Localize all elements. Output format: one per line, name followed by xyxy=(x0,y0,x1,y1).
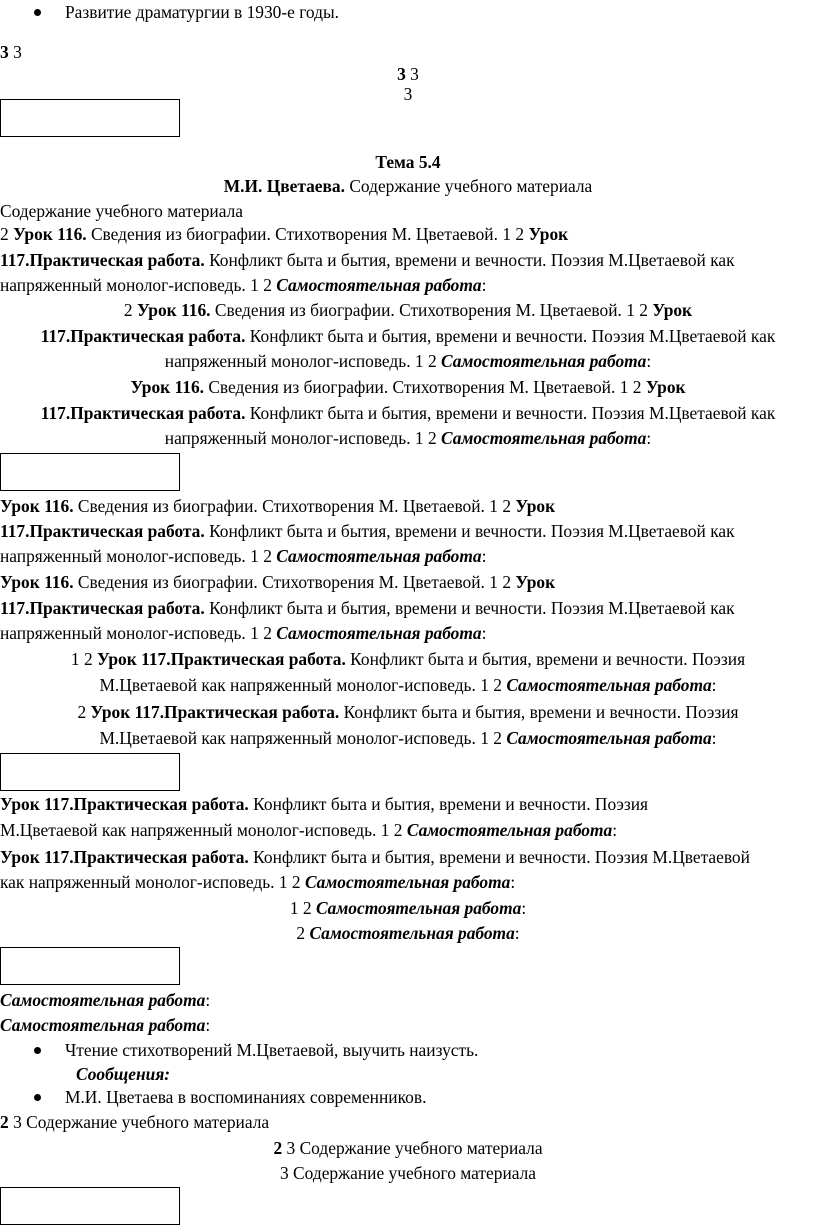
lesson-line: М.Цветаевой как напряженный монолог-исповедь. 1 2 Самостоятельная работа: xyxy=(99,728,717,748)
content-line: 3 Содержание учебного материала xyxy=(279,1163,537,1183)
lesson-line: 117.Практическая работа. Конфликт быта и бытия, времени и вечности. Поэзия М.Цветаевой как xyxy=(0,250,735,270)
bullet-item-reading: Чтение стихотворений М.Цветаевой, выучить наизусть. xyxy=(34,1038,478,1063)
content-line: 2 3 Содержание учебного материала xyxy=(0,1112,270,1132)
lesson-line: Урок 116. Сведения из биографии. Стихотворения М. Цветаевой. 1 2 Урок xyxy=(0,572,556,592)
lesson-line: 2 Урок 116. Сведения из биографии. Стихотворения М. Цветаевой. 1 2 Урок xyxy=(123,300,693,320)
bullet-item-memoirs: М.И. Цветаева в воспоминаниях современников. xyxy=(34,1085,426,1110)
author-line: М.И. Цветаева. Содержание учебного материала xyxy=(223,176,593,196)
glyph-row-2: 3 3 xyxy=(397,64,419,84)
lesson-line: М.Цветаевой как напряженный монолог-исповедь. 1 2 Самостоятельная работа: xyxy=(99,675,717,695)
lesson-line: напряженный монолог-исповедь. 1 2 Самостоятельная работа: xyxy=(0,546,487,566)
content-heading: Содержание учебного материала xyxy=(0,201,243,221)
self-work-line: Самостоятельная работа: xyxy=(0,990,211,1010)
lesson-line: 1 2 Урок 117.Практическая работа. Конфликт быта и бытия, времени и вечности. Поэзия xyxy=(70,649,746,669)
empty-box xyxy=(0,753,180,791)
lesson-line: Урок 117.Практическая работа. Конфликт быта и бытия, времени и вечности. Поэзия М.Цветаевой xyxy=(0,847,750,867)
empty-box xyxy=(0,947,180,985)
lesson-line: Урок 116. Сведения из биографии. Стихотворения М. Цветаевой. 1 2 Урок xyxy=(0,496,556,516)
empty-box xyxy=(0,99,180,137)
bullet-item-drama: Развитие драматургии в 1930-е годы. xyxy=(34,0,339,25)
lesson-line: Урок 117.Практическая работа. Конфликт быта и бытия, времени и вечности. Поэзия xyxy=(0,794,649,814)
lesson-line: 2 Урок 116. Сведения из биографии. Стихотворения М. Цветаевой. 1 2 Урок xyxy=(0,224,569,244)
lesson-line: 2 Урок 117.Практическая работа. Конфликт быта и бытия, времени и вечности. Поэзия xyxy=(77,702,739,722)
lesson-line: напряженный монолог-исповедь. 1 2 Самостоятельная работа: xyxy=(164,351,652,371)
lesson-line: М.Цветаевой как напряженный монолог-исповедь. 1 2 Самостоятельная работа: xyxy=(0,820,618,840)
empty-box xyxy=(0,1187,180,1225)
lesson-line: 117.Практическая работа. Конфликт быта и бытия, времени и вечности. Поэзия М.Цветаевой как xyxy=(40,326,776,346)
lesson-line: напряженный монолог-исповедь. 1 2 Самостоятельная работа: xyxy=(0,275,487,295)
reports-heading: Сообщения: xyxy=(76,1064,171,1084)
glyph-row-1: 3 3 xyxy=(0,42,22,62)
lesson-line: 117.Практическая работа. Конфликт быта и бытия, времени и вечности. Поэзия М.Цветаевой как xyxy=(40,403,776,423)
bullet-icon xyxy=(34,1047,41,1054)
lesson-line: 117.Практическая работа. Конфликт быта и бытия, времени и вечности. Поэзия М.Цветаевой как xyxy=(0,521,735,541)
self-work-line: 1 2 Самостоятельная работа: xyxy=(289,898,527,918)
lesson-line: напряженный монолог-исповедь. 1 2 Самостоятельная работа: xyxy=(164,428,652,448)
bullet-icon xyxy=(34,1094,41,1101)
lesson-line: как напряженный монолог-исповедь. 1 2 Самостоятельная работа: xyxy=(0,872,516,892)
self-work-line: Самостоятельная работа: xyxy=(0,1015,211,1035)
empty-box xyxy=(0,453,180,491)
lesson-line: Урок 116. Сведения из биографии. Стихотворения М. Цветаевой. 1 2 Урок xyxy=(130,377,686,397)
lesson-line: 117.Практическая работа. Конфликт быта и бытия, времени и вечности. Поэзия М.Цветаевой как xyxy=(0,598,735,618)
bullet-icon xyxy=(34,9,41,16)
lesson-line: напряженный монолог-исповедь. 1 2 Самостоятельная работа: xyxy=(0,623,487,643)
glyph-row-3: 3 xyxy=(403,84,413,104)
content-line: 2 3 Содержание учебного материала xyxy=(273,1138,543,1158)
topic-title: Тема 5.4 xyxy=(375,152,441,172)
self-work-line: 2 Самостоятельная работа: xyxy=(296,923,520,943)
